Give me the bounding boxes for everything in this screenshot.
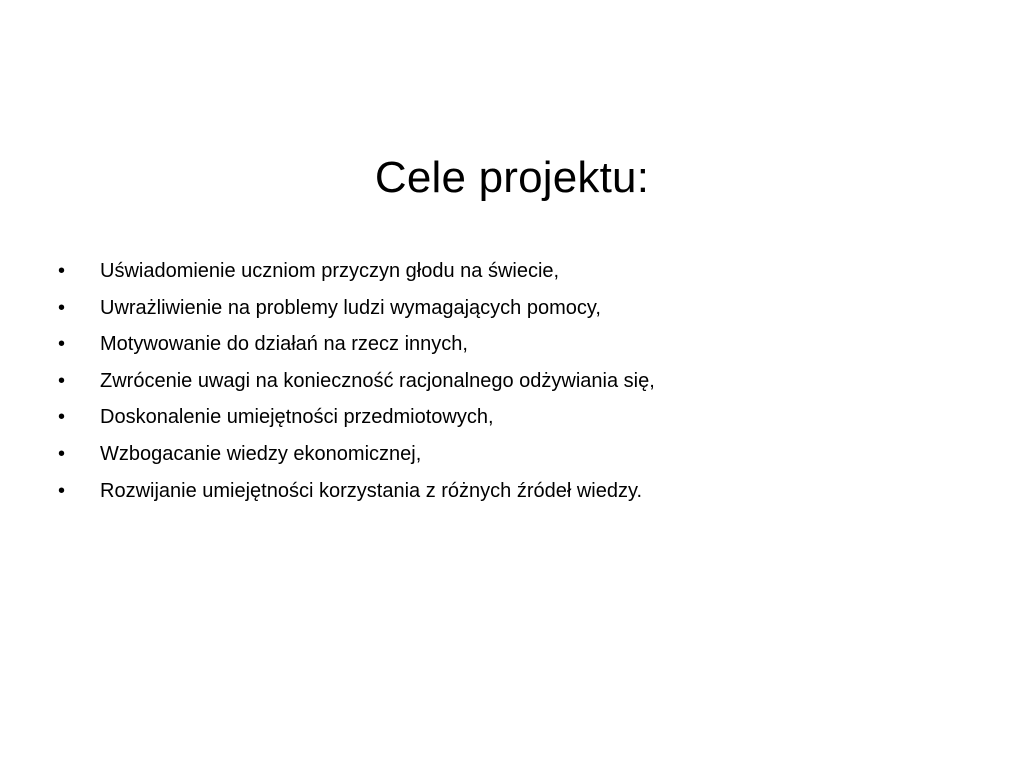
bullet-text: Motywowanie do działań na rzecz innych, — [100, 333, 468, 356]
bullet-text: Rozwijanie umiejętności korzystania z różnych źródeł wiedzy. — [100, 479, 643, 502]
bullet-item — [58, 399, 978, 436]
bullet-item — [58, 253, 978, 290]
bullet-item — [58, 326, 978, 363]
bullet-item — [58, 436, 978, 473]
bullet-text: Zwrócenie uwagi na konieczność racjonalnego odżywiania się, — [100, 369, 655, 392]
bullet-icon: • — [58, 479, 66, 502]
bullet-icon: • — [58, 442, 66, 465]
bullet-icon: • — [58, 406, 66, 429]
bullet-icon: • — [58, 333, 66, 356]
bullet-list — [58, 253, 978, 509]
bullet-text: Uświadomienie uczniom przyczyn głodu na świecie, — [100, 260, 560, 282]
bullet-item — [58, 290, 978, 327]
bullet-icon: • — [58, 369, 66, 392]
bullet-item — [58, 473, 978, 510]
bullet-icon: • — [58, 296, 66, 319]
bullet-icon: • — [58, 260, 66, 282]
bullet-text: Wzbogacanie wiedzy ekonomicznej, — [100, 442, 422, 465]
bullet-text: Uwrażliwienie na problemy ludzi wymagających pomocy, — [100, 296, 601, 319]
bullet-text: Doskonalenie umiejętności przedmiotowych, — [100, 406, 494, 429]
bullet-item — [58, 363, 978, 400]
slide-title: Cele projektu: — [374, 153, 650, 202]
